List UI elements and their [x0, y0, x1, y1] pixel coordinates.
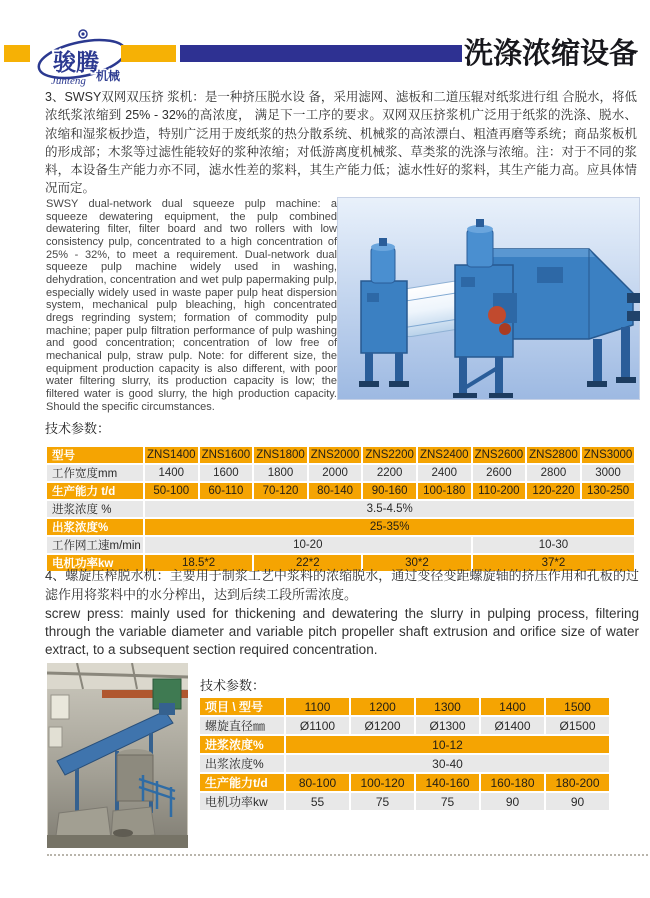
data-table	[198, 696, 611, 812]
table-cell: 2200	[363, 465, 416, 481]
screw-press-illustration	[47, 663, 188, 848]
row-label: 生产能力 t/d	[47, 483, 143, 499]
junteng-logo-icon	[34, 26, 130, 92]
table-cell: ZNS2800	[529, 449, 578, 461]
section3-chinese-paragraph: 3、SWSY双网双压挤 浆机：是一种挤压脱水设 备，采用滤网、滤板和二道压辊对纸浆进行组 合脱水，将低浓纸浆浓缩到 25% - 32%的高浓度， 满足下一工序的要求。双网双压挤浆机广泛用于纸浆的洗涤、脱水、浓缩和湿浆板抄造，特别广泛用于废纸浆的热分散系统、机械浆的高浓漂白、粗渣再磨等系统；商品浆板机的形成部；木浆等过滤性能较好的浆种浓缩；对低游离度机械浆、草类浆的洗涤与浓缩。注：对于不同的浆料，本设备生产能力亦不同，滤水性差的浆料，其生产能力低；滤水性好的浆料，其生产能力高。应具体情况而定。	[45, 90, 637, 196]
tech-params-label-1: 技术参数：	[45, 421, 111, 436]
table-cell: 50-100	[145, 483, 198, 499]
table1	[45, 445, 636, 573]
row-label: 型号	[47, 447, 143, 463]
table-row	[200, 698, 609, 715]
table-cell: Ø1300	[416, 717, 479, 734]
table-cell: 90	[481, 793, 544, 810]
table-cell: 55	[286, 793, 349, 810]
table-cell: 10-12	[286, 736, 609, 753]
row-label: 电机功率kw	[47, 555, 143, 571]
table-cell: ZNS2200	[365, 449, 414, 461]
footer-dotted-rule	[47, 854, 648, 856]
table-cell: 3000	[582, 465, 635, 481]
table-row	[47, 501, 634, 517]
table-row	[47, 483, 634, 499]
row-label: 工作宽度mm	[47, 465, 143, 481]
table-cell: Ø1500	[546, 717, 609, 734]
table-cell: 160-180	[481, 774, 544, 791]
table-cell: 180-200	[546, 774, 609, 791]
row-label: 工作网工速m/min	[47, 537, 143, 553]
section3-english-paragraph: SWSY dual-network dual squeeze pulp machine: a squeeze dewatering equipment, the pulp combined dewatering filter, filter board and two rollers with low consistency pulp, concentrated to a high concentration of 25% - 32%, to meet a requirement. Dual-network dual squeeze pulp machine widely used in washing, dehydration, concentration and wet pulp papermaking pulp, especially widely used in waste paper pulp heat dispersion system, mechanical pulp bleaching, high concentrated dregs regrinding system; formation of commodity pulp machine; paper pulp filtration performance of pulp washing and good concentration; concentration of low free of mechanical pulp, straw pulp. Note: for different size, the equipment production capacity is also different, with poor water filtering slurry, its production capacity is low; the filtered water is good slurry, the high production capacity. Should the specific circumstances.	[46, 198, 337, 413]
table-cell: 1400	[145, 465, 198, 481]
table-cell: 2000	[309, 465, 362, 481]
table-cell: 70-120	[254, 483, 307, 499]
row-label: 进浆浓度 %	[47, 501, 143, 517]
table-cell: 2600	[473, 465, 526, 481]
table-cell: 130-250	[582, 483, 635, 499]
pulp-machine-illustration	[337, 197, 640, 400]
row-label: 进浆浓度%	[200, 736, 284, 753]
table-cell: 30-40	[286, 755, 609, 772]
table-cell: ZNS2000	[310, 449, 360, 461]
logo-cn-sub: 机械	[96, 69, 121, 83]
row-label: 出浆浓度%	[47, 519, 143, 535]
table-cell: 1100	[286, 698, 349, 715]
table-row	[47, 537, 634, 553]
tech-params-label-2: 技术参数：	[200, 678, 266, 693]
table-cell: 10-20	[145, 537, 471, 553]
table-row	[200, 774, 609, 791]
row-label: 螺旋直径㎜	[200, 717, 284, 734]
row-label: 电机功率kw	[200, 793, 284, 810]
table-cell: 80-140	[309, 483, 362, 499]
table-cell: 1800	[254, 465, 307, 481]
table-cell: 100-120	[351, 774, 414, 791]
table-cell: 1600	[200, 465, 253, 481]
header-yellow-square	[4, 45, 30, 62]
row-label: 生产能力t/d	[200, 774, 284, 791]
table-row	[200, 755, 609, 772]
table-cell: Ø1400	[481, 717, 544, 734]
section4-english-paragraph: screw press: mainly used for thickening and dewatering the slurry in pulping process, filtering through the variable diameter and variable pitch propeller shaft extrusion and orifice size of water extract, to a subsequent section required concentration.	[45, 606, 639, 657]
table-cell: 18.5*2	[145, 555, 252, 571]
table-row	[47, 447, 634, 463]
table-cell: 30*2	[363, 555, 470, 571]
table-cell: 2400	[418, 465, 471, 481]
row-label: 项目 \ 型号	[200, 698, 284, 715]
page-title: 洗涤浓缩设备	[464, 38, 639, 70]
row-label: 出浆浓度%	[200, 755, 284, 772]
table-cell: 22*2	[254, 555, 361, 571]
logo-en: Junteng	[51, 75, 86, 87]
table-cell: 10-30	[473, 537, 635, 553]
table-cell: 90	[546, 793, 609, 810]
table-cell: 100-180	[418, 483, 471, 499]
logo-cn-main: 骏腾	[53, 49, 99, 75]
table-row	[47, 519, 634, 535]
table-row	[200, 793, 609, 810]
table-cell: 1400	[481, 698, 544, 715]
table-cell: ZNS2600	[474, 449, 524, 461]
screw-press-photo	[47, 663, 188, 848]
header-yellow-rect	[121, 45, 176, 62]
table-cell: ZNS1400	[147, 449, 196, 461]
table-cell: 140-160	[416, 774, 479, 791]
table-cell: 90-160	[363, 483, 416, 499]
table-cell: 1200	[351, 698, 414, 715]
table-cell: 2800	[527, 465, 580, 481]
table-row	[200, 717, 609, 734]
table-cell: 75	[416, 793, 479, 810]
company-logo	[34, 26, 130, 92]
table-cell: ZNS1600	[201, 449, 251, 461]
table-cell: 3.5-4.5%	[145, 501, 634, 517]
table-cell: ZNS1800	[256, 449, 305, 461]
table-cell: 75	[351, 793, 414, 810]
table-cell: Ø1200	[351, 717, 414, 734]
table-cell: 80-100	[286, 774, 349, 791]
table-row	[47, 465, 634, 481]
table-cell: 37*2	[473, 555, 635, 571]
table-cell: ZNS3000	[583, 449, 633, 461]
table-cell: 60-110	[200, 483, 253, 499]
table-row	[200, 736, 609, 753]
pulp-machine-photo	[337, 197, 640, 400]
table-cell: Ø1100	[286, 717, 349, 734]
table2	[198, 696, 611, 812]
data-table	[45, 445, 636, 573]
table-cell: 1300	[416, 698, 479, 715]
section4-chinese-paragraph: 4、螺旋压榨脱水机：主要用于制浆工艺中浆料的浓缩脱水，通过变径变距螺旋轴的挤压作用和孔板的过滤作用将浆料中的水分榨出，达到后续工段所需浓度。	[45, 568, 639, 602]
header-blue-bar	[180, 45, 462, 62]
table-cell: 110-200	[473, 483, 526, 499]
table-cell: 25-35%	[145, 519, 634, 535]
table-cell: ZNS2400	[419, 449, 469, 461]
table-cell: 120-220	[527, 483, 580, 499]
table-cell: 1500	[546, 698, 609, 715]
